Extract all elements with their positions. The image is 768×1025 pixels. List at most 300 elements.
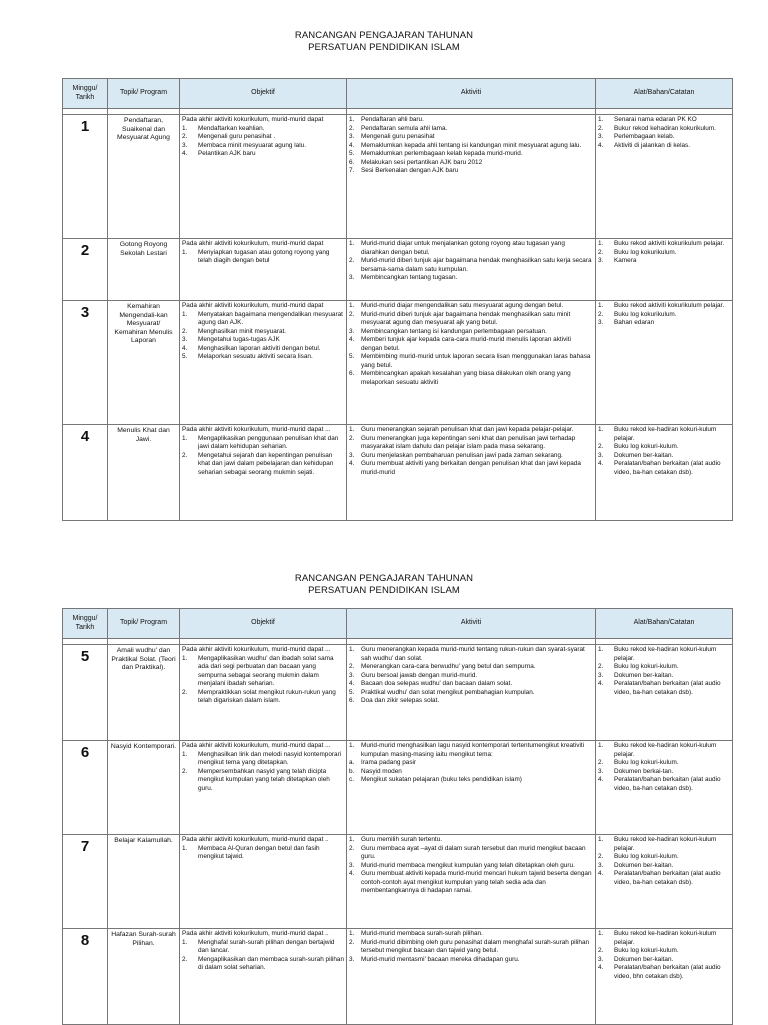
- item-text: Buku rekod ke-hadiran kokuri-kulum pelajar.: [614, 930, 717, 946]
- item-number: 1.: [182, 654, 188, 662]
- list-item: [349, 930, 593, 939]
- alat-cell: [596, 115, 733, 239]
- alat-cell: [596, 835, 733, 929]
- alat-cell: [596, 425, 733, 521]
- item-number: 4.: [349, 141, 355, 149]
- list-item: [349, 452, 593, 461]
- header-aktiviti: Aktiviti: [347, 609, 596, 639]
- item-number: 2.: [598, 663, 604, 671]
- item-number: 2.: [182, 767, 188, 775]
- list-item: [598, 680, 730, 697]
- item-text: Memaklumkan perlembagaan kelab kepada murid-murid.: [361, 150, 523, 158]
- alat-list: [598, 930, 730, 981]
- alat-list: [598, 742, 730, 793]
- aktiviti-list: [349, 646, 593, 706]
- item-number: 2.: [182, 955, 188, 963]
- aktiviti-list: [349, 930, 593, 964]
- topic-cell: Nasyid Kontemporari.: [108, 741, 180, 835]
- table-row: [63, 239, 733, 301]
- aktiviti-cell: [347, 741, 596, 835]
- list-item: [182, 435, 344, 452]
- item-number: 1.: [349, 646, 355, 653]
- aktiviti-list: [349, 240, 593, 283]
- header-alat: Alat/Bahan/Catatan: [596, 609, 733, 639]
- item-text: Buku log kokurikulum.: [614, 310, 677, 318]
- list-item: [349, 862, 593, 871]
- item-text: Menghasilkan laporan aktiviti dengan betul.: [198, 344, 321, 352]
- item-number: 2.: [598, 124, 604, 132]
- item-number: 5.: [349, 688, 355, 696]
- item-number: 3.: [349, 274, 355, 282]
- list-item: [349, 836, 593, 845]
- item-text: Bukur rekod kehadiran kokurikulum.: [614, 124, 716, 132]
- week-number: 8: [63, 929, 108, 1025]
- objektif-list: [182, 311, 344, 362]
- objektif-cell: [180, 645, 347, 741]
- list-item: [349, 426, 593, 435]
- header-objektif: Objektif: [180, 609, 347, 639]
- item-number: 3.: [349, 133, 355, 141]
- objektif-intro: Pada akhir aktiviti kokurikulum, murid-murid dapat ...: [182, 646, 331, 653]
- item-number: 4.: [598, 964, 604, 972]
- aktiviti-cell: [347, 835, 596, 929]
- list-item: [349, 302, 593, 311]
- objektif-list: [182, 125, 344, 159]
- list-item: [349, 150, 593, 159]
- objektif-intro: Pada akhir aktiviti kokurikulum, murid-murid dapat ..: [182, 836, 329, 843]
- alat-list: [598, 836, 730, 887]
- item-text: Menerangkan cara-cara berwudhu' yang betul dan sempurna.: [361, 663, 536, 671]
- plan-table: [62, 78, 733, 521]
- list-item: [598, 768, 730, 777]
- objektif-cell: [180, 301, 347, 425]
- list-item: [349, 742, 593, 759]
- alat-list: [598, 426, 730, 477]
- objektif-intro: Pada akhir aktiviti kokurikulum, murid-murid dapat: [182, 302, 324, 309]
- list-item: [182, 452, 344, 478]
- item-text: Guru menerangkan sejarah penulisan khat dan jawi kepada pelajar-pelajar.: [361, 426, 574, 433]
- page-2: [0, 543, 768, 980]
- list-item: [182, 939, 344, 956]
- list-item: [349, 142, 593, 151]
- list-item: [349, 956, 593, 965]
- item-text: Membaca Al-Quran dengan betul dan fasih mengikut tajwid.: [198, 844, 320, 861]
- list-item: [598, 319, 730, 328]
- item-text: Buku rekod aktiviti kokurikulum pelajar.: [614, 302, 725, 309]
- item-number: 2.: [182, 133, 188, 141]
- item-text: Murid-murid dibimbing oleh guru penasihat dalam menghafal surah-surah pilihan tersebut mengikut bacaan dan tajwid yang betul.: [361, 938, 590, 955]
- objektif-list: [182, 751, 344, 794]
- list-item: [349, 336, 593, 353]
- item-number: 2.: [349, 310, 355, 318]
- item-text: Guru membuat aktiviti kepada murid-murid mencari hukum tajwid beserta dengan contoh-contoh ayat mengikut kumpulan yang telah sedia ada dan membentangkannya di hadapan ramai.: [361, 870, 592, 895]
- alat-cell: [596, 239, 733, 301]
- item-number: 6.: [349, 370, 355, 378]
- aktiviti-cell: [347, 645, 596, 741]
- objektif-list: [182, 435, 344, 478]
- list-item: [598, 956, 730, 965]
- item-text: Mengetahui sejarah dan kepentingan penulisan khat dan jawi dalam pebelajaran dan kehidupan seharian sebagai seorang mukmin sejati.: [198, 451, 334, 476]
- alat-list: [598, 302, 730, 328]
- item-number: 4.: [349, 870, 355, 878]
- item-text: Buku rekod ke-hadiran kokuri-kulum pelajar.: [614, 836, 717, 852]
- item-text: Buku log kokurikulum.: [614, 248, 677, 256]
- item-number: 5.: [182, 353, 188, 361]
- list-item: [349, 125, 593, 134]
- item-number: 1.: [598, 240, 604, 247]
- page-title: RANCANGAN PENGAJARAN TAHUNAN: [294, 30, 474, 41]
- item-number: 3.: [598, 319, 604, 327]
- item-number: a.: [349, 759, 355, 767]
- item-text: Senarai nama edaran PK KO: [614, 116, 697, 123]
- topic-cell: Gotong Royong Sekolah Lestari: [108, 239, 180, 301]
- item-text: Perlembagaan kelab.: [614, 133, 675, 141]
- item-number: 6.: [349, 158, 355, 166]
- item-text: Dokumen ber-kaitan.: [614, 955, 674, 963]
- item-number: 3.: [182, 141, 188, 149]
- item-number: c.: [349, 776, 354, 784]
- item-text: Mengenali guru penasihat .: [198, 133, 276, 141]
- list-item: [349, 768, 593, 777]
- list-item: [598, 646, 730, 663]
- item-number: 1.: [182, 310, 188, 318]
- item-text: Pendaftaran ahli baru.: [361, 116, 424, 123]
- item-text: Murid-murid diajar mengendalikan satu mesyuarat agung dengan betul.: [361, 302, 564, 309]
- objektif-list: [182, 655, 344, 706]
- list-item: [598, 426, 730, 443]
- table-row: [63, 301, 733, 425]
- week-number: 6: [63, 741, 108, 835]
- list-item: [598, 249, 730, 258]
- alat-cell: [596, 929, 733, 1025]
- list-item: [349, 870, 593, 896]
- item-number: 1.: [598, 742, 604, 749]
- list-item: [349, 646, 593, 663]
- item-number: 1.: [349, 116, 355, 123]
- list-item: [598, 663, 730, 672]
- item-text: Peralatan/bahan berkaitan (alat audio video, ba-han cetakan dsb).: [614, 460, 721, 476]
- item-text: Peralatan/bahan berkaitan (alat audio video, bhn cetakan dsb).: [614, 964, 721, 980]
- topic-cell: Kemahiran Mengendali-kan Mesyuarat/ Kemahiran Menulis Laporan: [108, 301, 180, 425]
- list-item: [182, 689, 344, 706]
- list-item: [598, 302, 730, 311]
- page-1: [0, 0, 768, 476]
- list-item: [182, 345, 344, 354]
- list-item: [349, 689, 593, 698]
- item-text: Melaporkan sesuatu aktiviti secara lisan.: [198, 353, 313, 361]
- item-number: 3.: [598, 257, 604, 265]
- objektif-intro: Pada akhir aktiviti kokurikulum, murid-murid dapat ...: [182, 426, 331, 433]
- item-number: 3.: [598, 451, 604, 459]
- list-item: [349, 759, 593, 768]
- item-text: Buku rekod ke-hadiran kokuri-kulum pelajar.: [614, 742, 717, 758]
- item-number: 7.: [349, 167, 355, 175]
- item-text: Mengikut sukatan pelajaran (buku teks pendidikan islam): [361, 776, 522, 784]
- list-item: [598, 125, 730, 134]
- item-text: Dokumen ber-kaitan.: [614, 671, 674, 679]
- item-number: 3.: [182, 336, 188, 344]
- list-item: [598, 452, 730, 461]
- week-number: 1: [63, 115, 108, 239]
- item-number: 4.: [598, 776, 604, 784]
- item-number: 1.: [598, 646, 604, 653]
- item-text: Dokumen ber-kaitan.: [614, 451, 674, 459]
- list-item: [349, 776, 593, 785]
- item-text: Guru menerangkan juga kepentingan seni khat dan penulisan jawi terhadap masyarakat islam dahulu dan pelajar islam pada masa sekarang.: [361, 434, 576, 451]
- item-text: Dokumen berkai-tan.: [614, 767, 674, 775]
- list-item: [349, 116, 593, 125]
- item-text: Nasyid moden: [361, 767, 402, 775]
- list-item: [349, 435, 593, 452]
- item-number: 2.: [349, 257, 355, 265]
- item-text: Doa dan zikir selepas solat.: [361, 697, 440, 705]
- item-text: Menghasilkan lirik dan melodi nasyid kontemporari mengikut tema yang ditetapkan.: [198, 750, 342, 767]
- aktiviti-list: [349, 836, 593, 896]
- list-item: [598, 759, 730, 768]
- list-item: [598, 443, 730, 452]
- item-number: 2.: [182, 451, 188, 459]
- item-text: Memberi tunjuk ajar kepada cara-cara murid-murid menulis laporan aktiviti dengan betul.: [361, 336, 571, 352]
- item-text: Mempersembahkan nasyid yang telah dicipta mengikut kumpulan yang telah ditetapkan oleh guru.: [198, 767, 330, 792]
- item-text: Menghasilkan minit mesyuarat.: [198, 327, 287, 335]
- item-text: Irama padang pasir: [361, 759, 417, 767]
- item-text: Mengaplikasikan dan membaca surah-surah pilihan di dalam solat seharian.: [198, 955, 345, 972]
- list-item: [349, 133, 593, 142]
- item-text: Guru bersoal jawab dengan murid-murid.: [361, 671, 478, 679]
- page-header: [0, 0, 768, 54]
- item-number: 1.: [598, 302, 604, 309]
- list-item: [182, 336, 344, 345]
- item-number: 4.: [598, 460, 604, 468]
- week-number: 7: [63, 835, 108, 929]
- table-row: [63, 645, 733, 741]
- table-header-row: [63, 609, 733, 639]
- list-item: [598, 862, 730, 871]
- item-text: Mendaftarkan keahlian.: [198, 124, 265, 132]
- topic-cell: Amali wudhu' dan Praktikal Solat. (Teori dan Praktikal).: [108, 645, 180, 741]
- list-item: [182, 845, 344, 862]
- list-item: [349, 663, 593, 672]
- alat-cell: [596, 301, 733, 425]
- item-number: 4.: [598, 870, 604, 878]
- item-number: 4.: [349, 680, 355, 688]
- item-number: 5.: [349, 150, 355, 158]
- aktiviti-list: [349, 742, 593, 785]
- list-item: [349, 460, 593, 477]
- alat-cell: [596, 741, 733, 835]
- list-item: [598, 870, 730, 887]
- header-alat: Alat/Bahan/Catatan: [596, 79, 733, 109]
- item-text: Buku log kokuri-kulum.: [614, 853, 679, 861]
- header-minggu: Minggu/ Tarikh: [63, 609, 108, 639]
- item-number: 4.: [349, 336, 355, 344]
- item-number: 3.: [349, 861, 355, 869]
- item-text: Membincangkan tentang isi kandungan perlembagaan persatuan.: [361, 327, 547, 335]
- item-number: 3.: [598, 133, 604, 141]
- list-item: [182, 353, 344, 362]
- list-item: [182, 133, 344, 142]
- item-text: Peralatan/bahan berkaitan (alat audio video, ba-han cetakan dsb).: [614, 680, 721, 696]
- list-item: [598, 257, 730, 266]
- page-title: RANCANGAN PENGAJARAN TAHUNAN: [294, 573, 474, 584]
- item-text: Murid-murid mentasmi' bacaan mereka dihadapan guru.: [361, 955, 520, 963]
- item-number: 4.: [598, 141, 604, 149]
- alat-list: [598, 116, 730, 150]
- item-text: Guru menerangkan kepada murid-murid tentang rukun-rukun dan syarat-syarat sah wudhu' dan solat.: [361, 646, 585, 662]
- item-text: Murid-murid menghasilkan lagu nasyid kontemporari tertentumengikut kreativiti kumpulan masing-masing iaitu mengikut tema:: [361, 742, 585, 758]
- item-number: 1.: [598, 116, 604, 123]
- item-text: Praktikal wudhu' dan solat mengikut pembahagian kumpulan.: [361, 688, 535, 696]
- item-number: 2.: [349, 938, 355, 946]
- list-item: [349, 167, 593, 176]
- item-text: Buku log kokuri-kulum.: [614, 663, 679, 671]
- list-item: [598, 930, 730, 947]
- objektif-cell: [180, 239, 347, 301]
- list-item: [598, 133, 730, 142]
- header-minggu: Minggu/ Tarikh: [63, 79, 108, 109]
- item-number: 6.: [349, 697, 355, 705]
- list-item: [598, 672, 730, 681]
- alat-list: [598, 646, 730, 697]
- item-number: 5.: [349, 353, 355, 361]
- table-row: [63, 425, 733, 521]
- week-number: 2: [63, 239, 108, 301]
- aktiviti-list: [349, 426, 593, 477]
- list-item: [349, 274, 593, 283]
- topic-cell: Menulis Khat dan Jawi.: [108, 425, 180, 521]
- item-number: 2.: [598, 310, 604, 318]
- item-number: 3.: [598, 955, 604, 963]
- aktiviti-cell: [347, 301, 596, 425]
- list-item: [349, 672, 593, 681]
- alat-list: [598, 240, 730, 266]
- item-number: 3.: [598, 861, 604, 869]
- list-item: [598, 240, 730, 249]
- item-text: Murid-murid diberi tunjuk ajar bagaimana hendak menghasilkan satu minit mesyuarat agung dan mesyuarat ajk yang betul.: [361, 310, 571, 327]
- item-number: 1.: [349, 930, 355, 937]
- list-item: [349, 697, 593, 706]
- item-number: 3.: [349, 327, 355, 335]
- list-item: [598, 853, 730, 862]
- topic-cell: Belajar Kalamullah.: [108, 835, 180, 929]
- week-number: 5: [63, 645, 108, 741]
- list-item: [349, 240, 593, 257]
- list-item: [182, 328, 344, 337]
- item-number: 4.: [182, 344, 188, 352]
- item-number: 2.: [182, 327, 188, 335]
- item-text: Bahan edaran: [614, 319, 655, 327]
- aktiviti-cell: [347, 239, 596, 301]
- item-number: 2.: [349, 844, 355, 852]
- item-text: Murid-murid diajar untuk menjalankan gotong royong atau tugasan yang diarahkan dengan betul.: [361, 240, 565, 256]
- item-number: 1.: [349, 302, 355, 309]
- item-text: Buku log kokuri-kulum.: [614, 443, 679, 451]
- objektif-cell: [180, 741, 347, 835]
- item-number: 2.: [598, 759, 604, 767]
- list-item: [349, 845, 593, 862]
- table-row: [63, 115, 733, 239]
- item-text: Membincangkan tentang tugasan.: [361, 274, 458, 282]
- item-text: Mengaplikasikan penggunaan penulisan khat dan jawi dalam kehidupan seharian.: [198, 434, 339, 451]
- objektif-cell: [180, 929, 347, 1025]
- list-item: [349, 680, 593, 689]
- item-number: 1.: [182, 124, 188, 132]
- list-item: [182, 142, 344, 151]
- item-text: Menghafal surah-surah pilihan dengan bertajwid dan lancar.: [198, 938, 335, 955]
- list-item: [349, 159, 593, 168]
- item-number: 4.: [349, 460, 355, 468]
- item-text: Peralatan/bahan berkaitan (alat audio video, ba-han cetakan dsb).: [614, 776, 721, 792]
- item-number: 2.: [349, 124, 355, 132]
- list-item: [349, 370, 593, 387]
- item-number: 1.: [598, 930, 604, 937]
- list-item: [349, 257, 593, 274]
- table-row: [63, 835, 733, 929]
- item-number: 1.: [182, 434, 188, 442]
- table-row: [63, 741, 733, 835]
- topic-cell: Hafazan Surah-surah Pilihan.: [108, 929, 180, 1025]
- item-text: Guru membaca ayat –ayat di dalam surah tersebut dan murid mengikut bacaan guru.: [361, 844, 586, 861]
- item-text: Pelantikan AJK baru: [198, 150, 256, 158]
- item-text: Buku rekod aktiviti kokurikulum pelajar.: [614, 240, 725, 247]
- item-text: Mengenali guru penasihat: [361, 133, 435, 141]
- item-text: Membimbing murid-murid untuk laporan secara lisan menggunakan laras bahasa yang betul.: [361, 353, 591, 369]
- item-number: 1.: [598, 426, 604, 433]
- item-text: Membaca minit mesyuarat agung lalu.: [198, 141, 306, 149]
- list-item: [598, 311, 730, 320]
- item-text: Murid-murid membaca surah-surah pilihan.: [361, 930, 483, 937]
- item-text: Buku rekod ke-hadiran kokuri-kulum pelajar.: [614, 646, 717, 662]
- item-text: Mengaplikasikan wudhu' dan ibadah solat sama ada dari segi perbuatan dan bacaan yang sempurna sebagai seorang mukmin dalam menjalani ibadah seharian.: [198, 654, 334, 688]
- item-text: Dokumen ber-kaitan.: [614, 861, 674, 869]
- item-number: 2.: [349, 663, 355, 671]
- list-item: [598, 116, 730, 125]
- header-aktiviti: Aktiviti: [347, 79, 596, 109]
- list-item: [182, 751, 344, 768]
- item-number: 2.: [182, 688, 188, 696]
- header-topik: Topik/ Program: [108, 79, 180, 109]
- objektif-list: [182, 939, 344, 973]
- list-item: [598, 776, 730, 793]
- item-number: 2.: [598, 947, 604, 955]
- item-number: 3.: [598, 671, 604, 679]
- item-text: Bacaan doa selepas wudhu' dan bacaan dalam solat.: [361, 680, 513, 688]
- page-header: [0, 543, 768, 597]
- objektif-cell: [180, 835, 347, 929]
- alat-cell: [596, 645, 733, 741]
- item-text: Peralatan/bahan berkaitan (alat audio video, ba-han cetakan dsb).: [614, 870, 721, 886]
- objektif-cell: [180, 425, 347, 521]
- list-item: [349, 328, 593, 337]
- aktiviti-cell: [347, 425, 596, 521]
- list-item: [598, 142, 730, 151]
- aktiviti-list: [349, 302, 593, 387]
- item-number: 1.: [349, 836, 355, 843]
- aktiviti-list: [349, 116, 593, 176]
- objektif-intro: Pada akhir aktiviti kokurikulum, murid-murid dapat: [182, 116, 324, 123]
- objektif-cell: [180, 115, 347, 239]
- item-text: Memaklumkan kepada ahli tentang isi kandungan minit mesyuarat agung lalu.: [361, 141, 582, 149]
- aktiviti-cell: [347, 929, 596, 1025]
- list-item: [182, 311, 344, 328]
- item-number: 2.: [349, 434, 355, 442]
- item-number: 4.: [182, 150, 188, 158]
- item-text: Buku rekod ke-hadiran kokuri-kulum pelajar.: [614, 426, 717, 442]
- page-subtitle: PERSATUAN PENDIDIKAN ISLAM: [308, 42, 460, 53]
- item-text: Guru memilih surah tertentu.: [361, 836, 442, 843]
- week-number: 3: [63, 301, 108, 425]
- item-number: 1.: [182, 750, 188, 758]
